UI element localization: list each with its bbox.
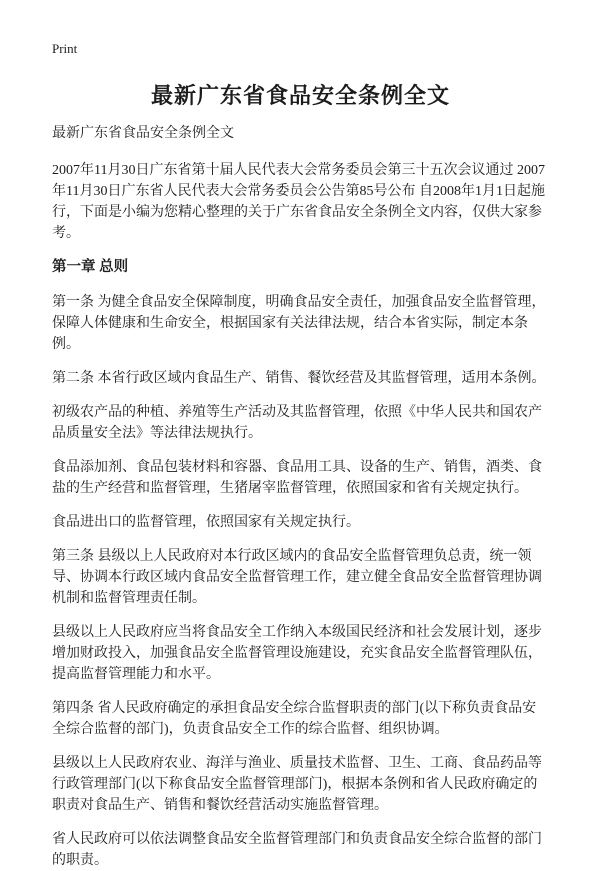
print-link[interactable]: Print: [52, 41, 78, 56]
body-paragraph: 第一条 为健全食品安全保障制度，明确食品安全责任，加强食品安全监督管理，保障人体健康和生命安全，根据国家有关法律法规，结合本省实际，制定本条例。: [52, 295, 546, 352]
body-paragraph: 食品添加剂、食品包装材料和容器、食品用工具、设备的生产、销售，酒类、食盐的生产经营和监督管理，生猪屠宰监督管理，依照国家和省有关规定执行。: [52, 460, 542, 496]
body-paragraph: 第四条 省人民政府确定的承担食品安全综合监督职责的部门(以下称负责食品安全综合监督的部门)，负责食品安全工作的综合监督、组织协调。: [52, 701, 537, 737]
body-paragraph: 食品进出口的监督管理，依照国家有关规定执行。: [52, 515, 360, 530]
body-paragraph: 县级以上人民政府应当将食品安全工作纳入本级国民经济和社会发展计划，逐步增加财政投入，加强食品安全监督管理设施建设，充实食品安全监督管理队伍，提高监督管理能力和水平。: [52, 625, 542, 682]
article-body: [52, 160, 549, 871]
paragraph-list: [52, 292, 549, 871]
chapter-heading: 第一章 总则: [52, 259, 129, 275]
body-paragraph: 第二条 本省行政区域内食品生产、销售、餐饮经营及其监督管理，适用本条例。: [52, 371, 546, 386]
intro-paragraph: 2007年11月30日广东省第十届人民代表大会常务委员会第三十五次会议通过 2007年11月30日广东省人民代表大会常务委员会公告第85号公布 自2008年1月1日起施行，下面是小编为您精心整理的关于广东省食品安全条例全文内容，仅供大家参考。: [52, 163, 545, 241]
page-subtitle: 最新广东省食品安全条例全文: [52, 126, 234, 141]
body-paragraph: 初级农产品的种植、养殖等生产活动及其监督管理，依照《中华人民共和国农产品质量安全法》等法律法规执行。: [52, 405, 542, 441]
body-paragraph: 省人民政府可以依法调整食品安全监督管理部门和负责食品安全综合监督的部门的职责。: [52, 832, 542, 868]
body-paragraph: 县级以上人民政府农业、海洋与渔业、质量技术监督、卫生、工商、食品药品等行政管理部门(以下称食品安全监督管理部门)，根据本条例和省人民政府确定的职责对食品生产、销售和餐饮经营活动实施监督管理。: [52, 756, 542, 813]
page-title: 最新广东省食品安全条例全文: [150, 83, 450, 108]
body-paragraph: 第三条 县级以上人民政府对本行政区域内的食品安全监督管理负总责，统一领导、协调本行政区域内食品安全监督管理工作，建立健全食品安全监督管理协调机制和监督管理责任制。: [52, 549, 542, 606]
